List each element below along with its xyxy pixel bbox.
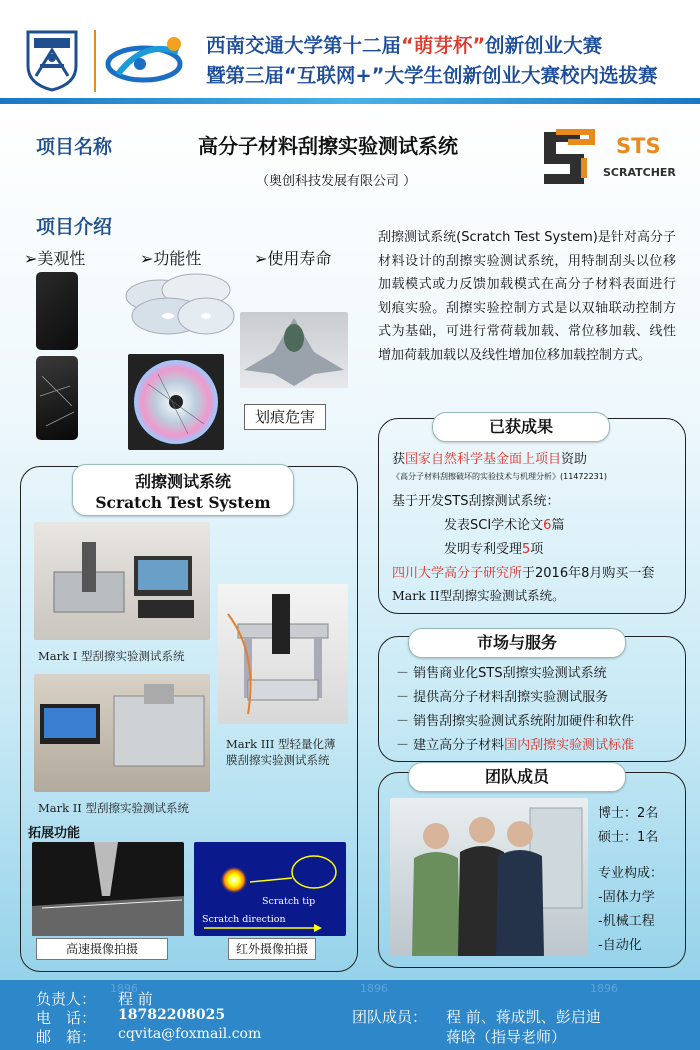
header-line-1c: 创新创业大赛 [485, 34, 603, 57]
feature-functionality: ➢功能性 [140, 249, 202, 268]
achv-l6b: 于2016年8月购买一套 [522, 566, 655, 581]
ir-direction-label: Scratch direction [202, 914, 286, 925]
header-line-1a: 西南交通大学第十二届 [206, 34, 402, 57]
mark2-image [34, 674, 210, 792]
achv-line-1 [392, 448, 587, 467]
achv-l1b: 国家自然科学基金面上项目 [405, 452, 562, 467]
mark2-machine-icon [34, 674, 210, 792]
system-title-en: Scratch Test System [95, 493, 271, 512]
achv-l4a: 发表SCI学术论文 [444, 518, 544, 533]
phone-value: 18782208025 [118, 1007, 226, 1023]
achv-line-2: 《高分子材料刮擦破坏的实验技术与机理分析》(11472231) [392, 472, 607, 481]
extension-label: 拓展功能 [28, 826, 81, 841]
team-title: 团队成员 [408, 762, 626, 792]
sts-logo-subtext: SCRATCHER [603, 166, 676, 179]
market-item-4b: 国内刮擦实验测试标准 [504, 738, 635, 753]
mark3-caption-1: Mark III 型轻量化薄 [226, 737, 336, 751]
damage-caption: 划痕危害 [244, 404, 326, 430]
ir-tip-label: Scratch tip [262, 896, 316, 907]
mark2-caption: Mark II 型刮擦实验测试系统 [38, 801, 189, 815]
team-members-icon [390, 798, 588, 956]
team-major-1: -固体力学 [598, 890, 655, 905]
mark3-caption-2: 膜刮擦实验测试系统 [226, 753, 330, 767]
header-line-1 [206, 30, 602, 58]
jet-canopy-image [240, 312, 348, 388]
company-name: （奥创科技发展有限公司 ） [256, 174, 417, 189]
header-line-1b: “萌芽杯” [401, 34, 486, 57]
achv-line-4 [444, 514, 564, 533]
team-photo [390, 798, 588, 956]
project-title: 高分子材料刮擦实验测试系统 [198, 134, 458, 158]
scratch-marks-icon [36, 356, 78, 440]
intro-label: 项目介绍 [36, 216, 113, 238]
infrared-caption: 红外摄像拍摄 [228, 938, 316, 960]
jet-icon [240, 312, 348, 388]
team-master: 硕士：1名 [598, 830, 659, 845]
mark1-image [34, 522, 210, 640]
market-item-4 [396, 734, 634, 753]
team-major-2: -机械工程 [598, 914, 655, 929]
highspeed-caption: 高速摄像拍摄 [36, 938, 168, 960]
cd-disc-icon [128, 354, 224, 450]
poster-header [0, 0, 700, 100]
email-label: 邮 箱： [36, 1028, 97, 1046]
achv-l1a: 获 [392, 452, 406, 467]
achv-l6a: 四川大学高分子研究所 [392, 566, 523, 581]
achv-line-7: Mark II型刮擦实验测试系统。 [392, 588, 565, 603]
market-item-3: － 销售刮擦实验测试系统附加硬件和软件 [396, 714, 635, 729]
achv-line-5 [444, 538, 543, 557]
phone-image-1 [36, 272, 78, 350]
project-label: 项目名称 [36, 136, 113, 158]
members-line-2: 蒋晗（指导老师） [446, 1028, 567, 1046]
highspeed-frame-icon [32, 842, 184, 936]
sts-logo-text: STS [616, 134, 661, 158]
system-title-pill [72, 464, 294, 516]
feature-aesthetics: ➢美观性 [24, 249, 86, 268]
achv-l1c: 资助 [561, 452, 588, 467]
market-title: 市场与服务 [408, 628, 626, 658]
mark1-caption: Mark I 型刮擦实验测试系统 [38, 649, 185, 663]
university-crest-icon [22, 28, 82, 92]
system-title-cn: 刮擦测试系统 [134, 472, 231, 491]
intro-description: 刮擦测试系统(Scratch Test System)是针对高分子材料设计的刮擦实验测试系统，用特制刮头以位移加载模式或力反馈加载模式在高分子材料表面进行划痕实验。刮擦实验控制方式是以双轴联动控制方式为基础，可进行常荷载加载、常位移加载、线性增加荷载加载以及线性增加位移加载控制方式。 [378, 230, 676, 363]
achv-l5b: 5 [522, 542, 531, 557]
achv-l4c: 篇 [551, 518, 565, 533]
mark1-machine-icon [34, 522, 210, 640]
achv-l5a: 发明专利受理 [444, 542, 523, 557]
email-value: cqvita@foxmail.com [118, 1026, 262, 1042]
scratched-cd-image [128, 354, 224, 450]
footer-watermark-1: 1896 [110, 982, 138, 995]
members-line-1: 程 前、蒋成凯、彭启迪 [446, 1008, 601, 1026]
market-item-1: － 销售商业化STS刮擦实验测试系统 [396, 666, 607, 681]
mark3-machine-icon [218, 584, 348, 724]
market-item-4a: － 建立高分子材料 [396, 738, 505, 753]
mark3-image [218, 584, 348, 724]
sts-logo-icon [540, 128, 596, 188]
leader-name: 程 前 [118, 990, 153, 1008]
achievements-title: 已获成果 [432, 412, 610, 442]
team-major-3: -自动化 [598, 938, 642, 953]
footer-watermark-2: 1896 [360, 982, 388, 995]
team-major-label: 专业构成： [598, 866, 664, 881]
cd-stack-image [120, 268, 236, 342]
achv-line-6 [392, 562, 654, 581]
phone-label: 电 话： [36, 1009, 97, 1027]
market-item-2: － 提供高分子材料刮擦实验测试服务 [396, 690, 609, 705]
phone-scratched-image [36, 356, 78, 440]
achv-line-3: 基于开发STS刮擦测试系统： [392, 494, 560, 509]
contest-logo-icon [104, 30, 190, 90]
highspeed-camera-image [32, 842, 184, 936]
leader-label: 负责人： [36, 990, 97, 1008]
achv-l4b: 6 [543, 518, 552, 533]
footer-watermark-3: 1896 [590, 982, 618, 995]
team-phd: 博士：2名 [598, 806, 659, 821]
header-divider [94, 30, 96, 92]
header-line-2: 暨第三届“互联网+”大学生创新创业大赛校内选拔赛 [206, 64, 658, 87]
feature-lifespan: ➢使用寿命 [254, 249, 332, 268]
achv-l5c: 项 [530, 542, 544, 557]
members-label: 团队成员： [352, 1008, 428, 1026]
